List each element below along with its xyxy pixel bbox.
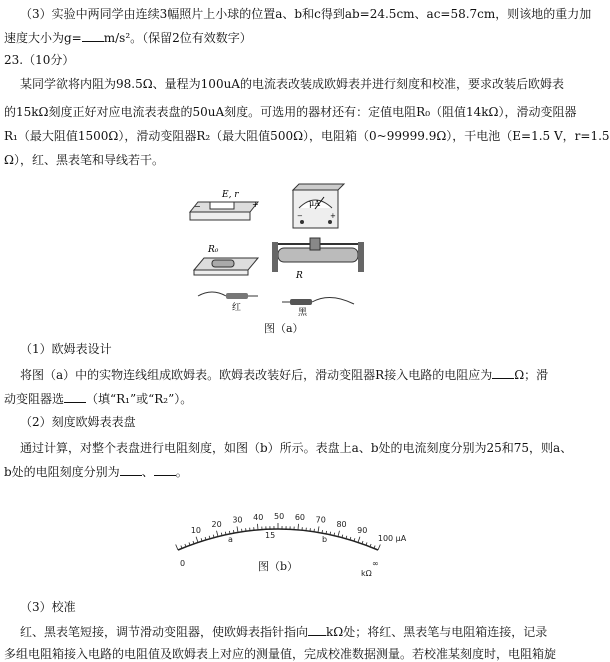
dial-bottom-label-0: 0	[180, 559, 185, 568]
answer-blank-a[interactable]	[120, 463, 142, 476]
part-1-heading: （1）欧姆表设计	[20, 341, 112, 357]
dial-tick	[322, 530, 323, 533]
dial-tick	[237, 526, 238, 532]
figure-b-caption: 图（b）	[258, 558, 298, 574]
dial-unit: kΩ	[361, 569, 372, 578]
q23-stem-4: Ω），红、黑表笔和导线若干。	[4, 152, 164, 168]
part-2-text-2	[4, 463, 188, 480]
black-probe-label: 黑	[298, 307, 308, 318]
part-1-text-1b: Ω；滑	[514, 368, 548, 382]
dial-top-label: 60	[295, 513, 305, 522]
dial-top-label: 50	[274, 512, 284, 521]
part-1-text-2a: 动变阻器选	[4, 392, 64, 406]
part-2-text-1: 通过计算，对整个表盘进行电阻刻度，如图（b）所示。表盘上a、b处的电流刻度分别为25和75，则a、	[20, 440, 572, 456]
part-3-text-1	[20, 623, 547, 640]
dial-top-label: 40	[253, 513, 263, 522]
dial-tick	[358, 537, 360, 543]
dial-top-label: 30	[232, 515, 242, 524]
dial-tick	[176, 544, 178, 550]
dial-tick	[338, 531, 339, 537]
dial-tick	[257, 524, 258, 530]
meter-plus: +	[330, 212, 336, 220]
dial-tick	[298, 524, 299, 530]
battery-label: E, r	[221, 190, 239, 200]
part-3-text-1a: 红、黑表笔短接，调节滑动变阻器，使欧姆表指针指向	[20, 625, 308, 639]
q23-stem-3: R₁（最大阻值1500Ω），滑动变阻器R₂（最大阻值500Ω），电阻箱（0~99999.9Ω），干电池（E=1.5 V，r=1.5	[4, 128, 610, 144]
dial-tick	[196, 537, 198, 543]
dial-tick	[378, 544, 380, 550]
mark-b: b	[322, 535, 327, 544]
q3-text-2b: m/s²。（保留2位有效数字）	[104, 31, 252, 45]
dial-top-label: 100 μA	[378, 534, 407, 543]
part-2-heading: （2）刻度欧姆表表盘	[20, 414, 136, 430]
part-1-text-2b: （填“R₁”或“R₂”）。	[86, 392, 192, 406]
meter-minus: −	[297, 212, 303, 220]
part-2-text-2c: 。	[176, 465, 188, 479]
q3-text-2	[4, 29, 252, 46]
answer-blank-g[interactable]	[82, 29, 104, 42]
dial-top-label: 10	[191, 526, 201, 535]
dial-ticks	[176, 523, 381, 550]
dial-top-label: 90	[357, 526, 367, 535]
dial-arc	[178, 529, 378, 550]
dial-bottom-label-15: 15	[265, 531, 275, 540]
figure-a	[178, 182, 378, 332]
part-2-text-2b: 、	[142, 465, 154, 479]
rheostat-r	[272, 238, 364, 272]
dial-top-labels	[191, 512, 407, 543]
dial-tick	[233, 530, 234, 533]
part-1-text-2	[4, 390, 192, 407]
answer-blank-r[interactable]	[492, 366, 514, 379]
dial-top-label: 20	[212, 520, 222, 529]
answer-blank-zero[interactable]	[308, 623, 326, 636]
dial-bottom-label-inf: ∞	[372, 559, 379, 568]
part-1-text-1	[20, 366, 548, 383]
red-probe	[198, 292, 258, 299]
part-2-text-2a: b处的电阻刻度分别为	[4, 465, 120, 479]
rheostat-label: R	[295, 271, 303, 281]
question-23-heading: 23.（10分）	[4, 52, 74, 68]
black-probe	[282, 297, 354, 305]
answer-blank-b[interactable]	[154, 463, 176, 476]
figure-a-caption: 图（a）	[264, 320, 304, 336]
part-3-text-1b: kΩ处；将红、黑表笔与电阻箱连接，记录	[326, 625, 547, 639]
battery-plus: +	[252, 200, 259, 209]
dial-tick	[318, 526, 319, 532]
q23-stem-2: 的15kΩ刻度正好对应电流表表盘的50uA刻度。可选用的器材还有：定值电阻R₀（阻值14kΩ），滑动变阻器	[4, 104, 577, 120]
battery-minus: −	[194, 202, 201, 211]
q3-text-2a: 速度大小为g=	[4, 31, 82, 45]
answer-blank-rheostat[interactable]	[64, 390, 86, 403]
r0-label: R₀	[207, 245, 219, 255]
part-3-text-2: 多组电阻箱接入电路的电阻值及欧姆表上对应的测量值，完成校准数据测量。若校准某刻度时，电阻箱旋	[4, 646, 556, 662]
dial-top-label: 70	[316, 515, 326, 524]
dial-tick	[217, 531, 218, 537]
part-1-text-1a: 将图（a）中的实物连线组成欧姆表。欧姆表改装好后，滑动变阻器R接入电路的电阻应为	[20, 368, 492, 382]
red-probe-label: 红	[232, 301, 241, 313]
part-3-heading: （3）校准	[20, 599, 76, 615]
mark-a: a	[228, 535, 233, 544]
meter-label: μA	[309, 199, 320, 208]
dial-top-label: 80	[336, 520, 346, 529]
fixed-resistor-r0	[194, 258, 258, 275]
q23-stem-1: 某同学欲将内阻为98.5Ω、量程为100uA的电流表改装成欧姆表并进行刻度和校准，要求改装后欧姆表	[20, 76, 564, 92]
q3-text: （3）实验中两同学由连续3幅照片上小球的位置a、b和c得到ab=24.5cm、ac=58.7cm，则该地的重力加	[20, 6, 591, 22]
